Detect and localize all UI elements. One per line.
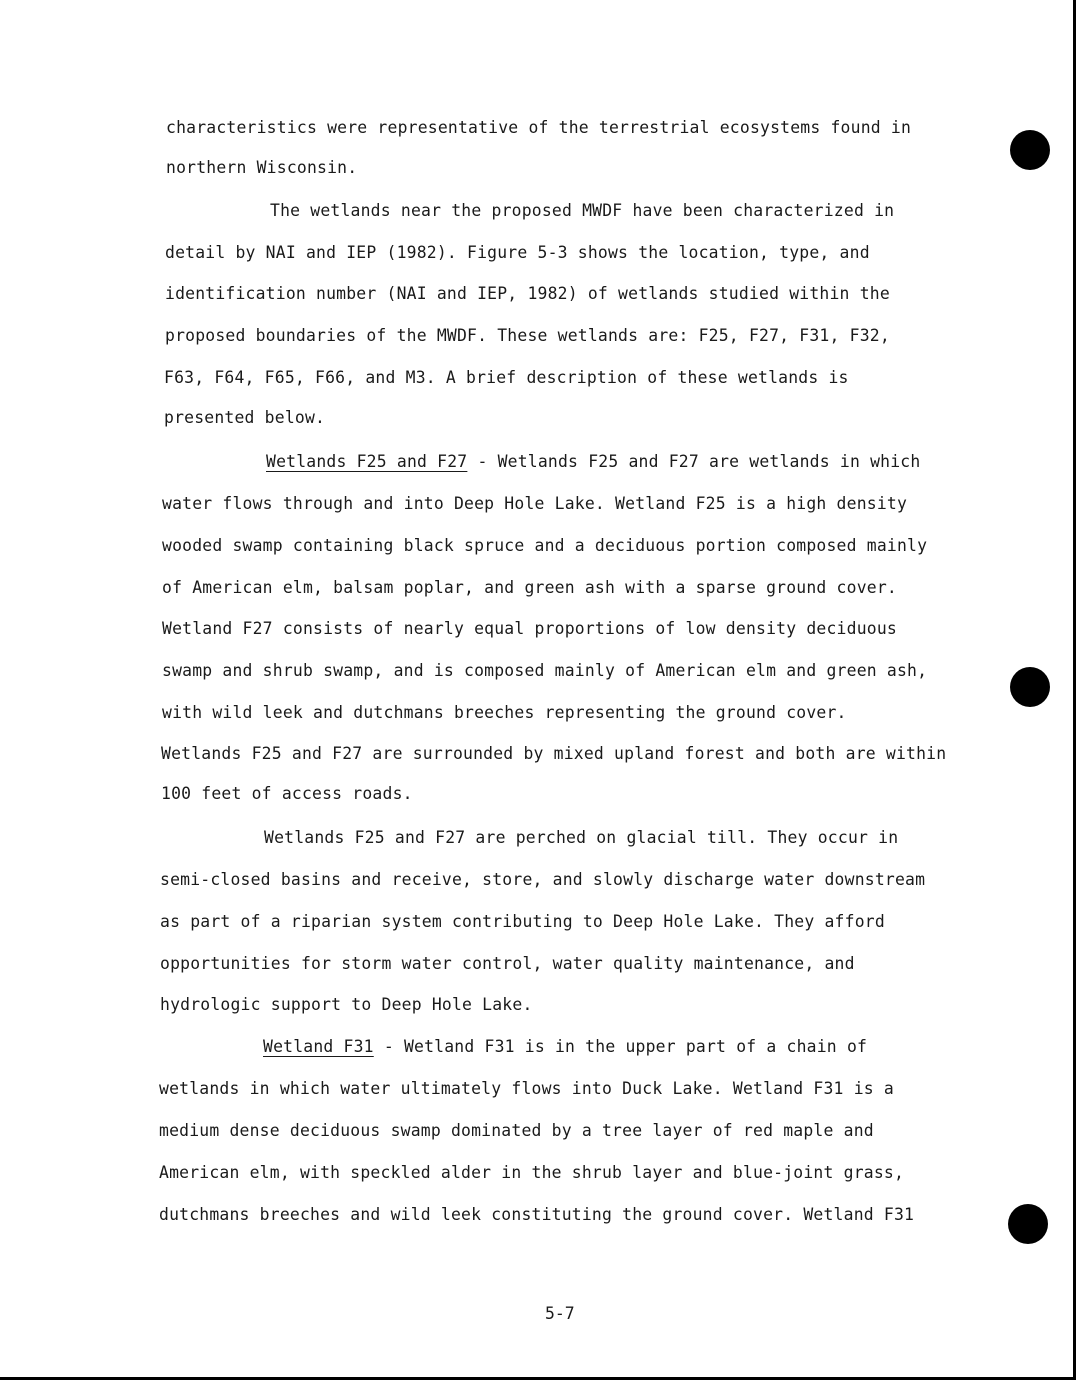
text-line: dutchmans breeches and wild leek constituting the ground cover. Wetland F31 (159, 1205, 915, 1224)
text-line: 100 feet of access roads. (161, 784, 413, 803)
text-line: hydrologic support to Deep Hole Lake. (160, 995, 533, 1014)
punch-hole-icon (1010, 130, 1050, 170)
punch-hole-icon (1010, 667, 1050, 707)
text-line: identification number (NAI and IEP, 1982) of wetlands studied within the (165, 284, 890, 303)
text-line: of American elm, balsam poplar, and green ash with a sparse ground cover. (162, 578, 897, 597)
text-line: as part of a riparian system contributing to Deep Hole Lake. They afford (160, 912, 885, 931)
text-line: presented below. (164, 408, 326, 427)
text-line: semi-closed basins and receive, store, and slowly discharge water downstream (160, 870, 926, 889)
text-line: American elm, with speckled alder in the shrub layer and blue-joint grass, (159, 1163, 905, 1182)
section-heading: Wetlands F25 and F27 (266, 452, 468, 471)
paragraph-heading-line (266, 452, 920, 472)
punch-hole-icon (1008, 1204, 1048, 1244)
text-line: characteristics were representative of the terrestrial ecosystems found in (166, 118, 912, 137)
text-line: - Wetland F31 is in the upper part of a chain of (373, 1037, 868, 1056)
text-line: Wetland F27 consists of nearly equal proportions of low density deciduous (162, 619, 897, 638)
text-line: Wetlands F25 and F27 are surrounded by mixed upland forest and both are within (161, 744, 947, 763)
text-line: with wild leek and dutchmans breeches representing the ground cover. (162, 703, 847, 722)
text-line: The wetlands near the proposed MWDF have been characterized in (270, 201, 895, 220)
page-number: 5-7 (545, 1304, 575, 1323)
text-line: detail by NAI and IEP (1982). Figure 5-3 shows the location, type, and (165, 243, 870, 262)
text-line: - Wetlands F25 and F27 are wetlands in which (467, 452, 921, 471)
text-line: F63, F64, F65, F66, and M3. A brief description of these wetlands is (164, 368, 849, 387)
paragraph-heading-line (263, 1037, 867, 1057)
text-line: swamp and shrub swamp, and is composed mainly of American elm and green ash, (162, 661, 928, 680)
text-line: Wetlands F25 and F27 are perched on glacial till. They occur in (264, 828, 899, 847)
text-line: wooded swamp containing black spruce and a deciduous portion composed mainly (162, 536, 928, 555)
text-line: wetlands in which water ultimately flows into Duck Lake. Wetland F31 is a (159, 1079, 894, 1098)
text-line: proposed boundaries of the MWDF. These wetlands are: F25, F27, F31, F32, (165, 326, 890, 345)
text-line: opportunities for storm water control, water quality maintenance, and (160, 954, 855, 973)
section-heading: Wetland F31 (263, 1037, 374, 1056)
text-line: medium dense deciduous swamp dominated by a tree layer of red maple and (159, 1121, 874, 1140)
text-line: northern Wisconsin. (166, 158, 358, 177)
text-line: water flows through and into Deep Hole Lake. Wetland F25 is a high density (162, 494, 908, 513)
